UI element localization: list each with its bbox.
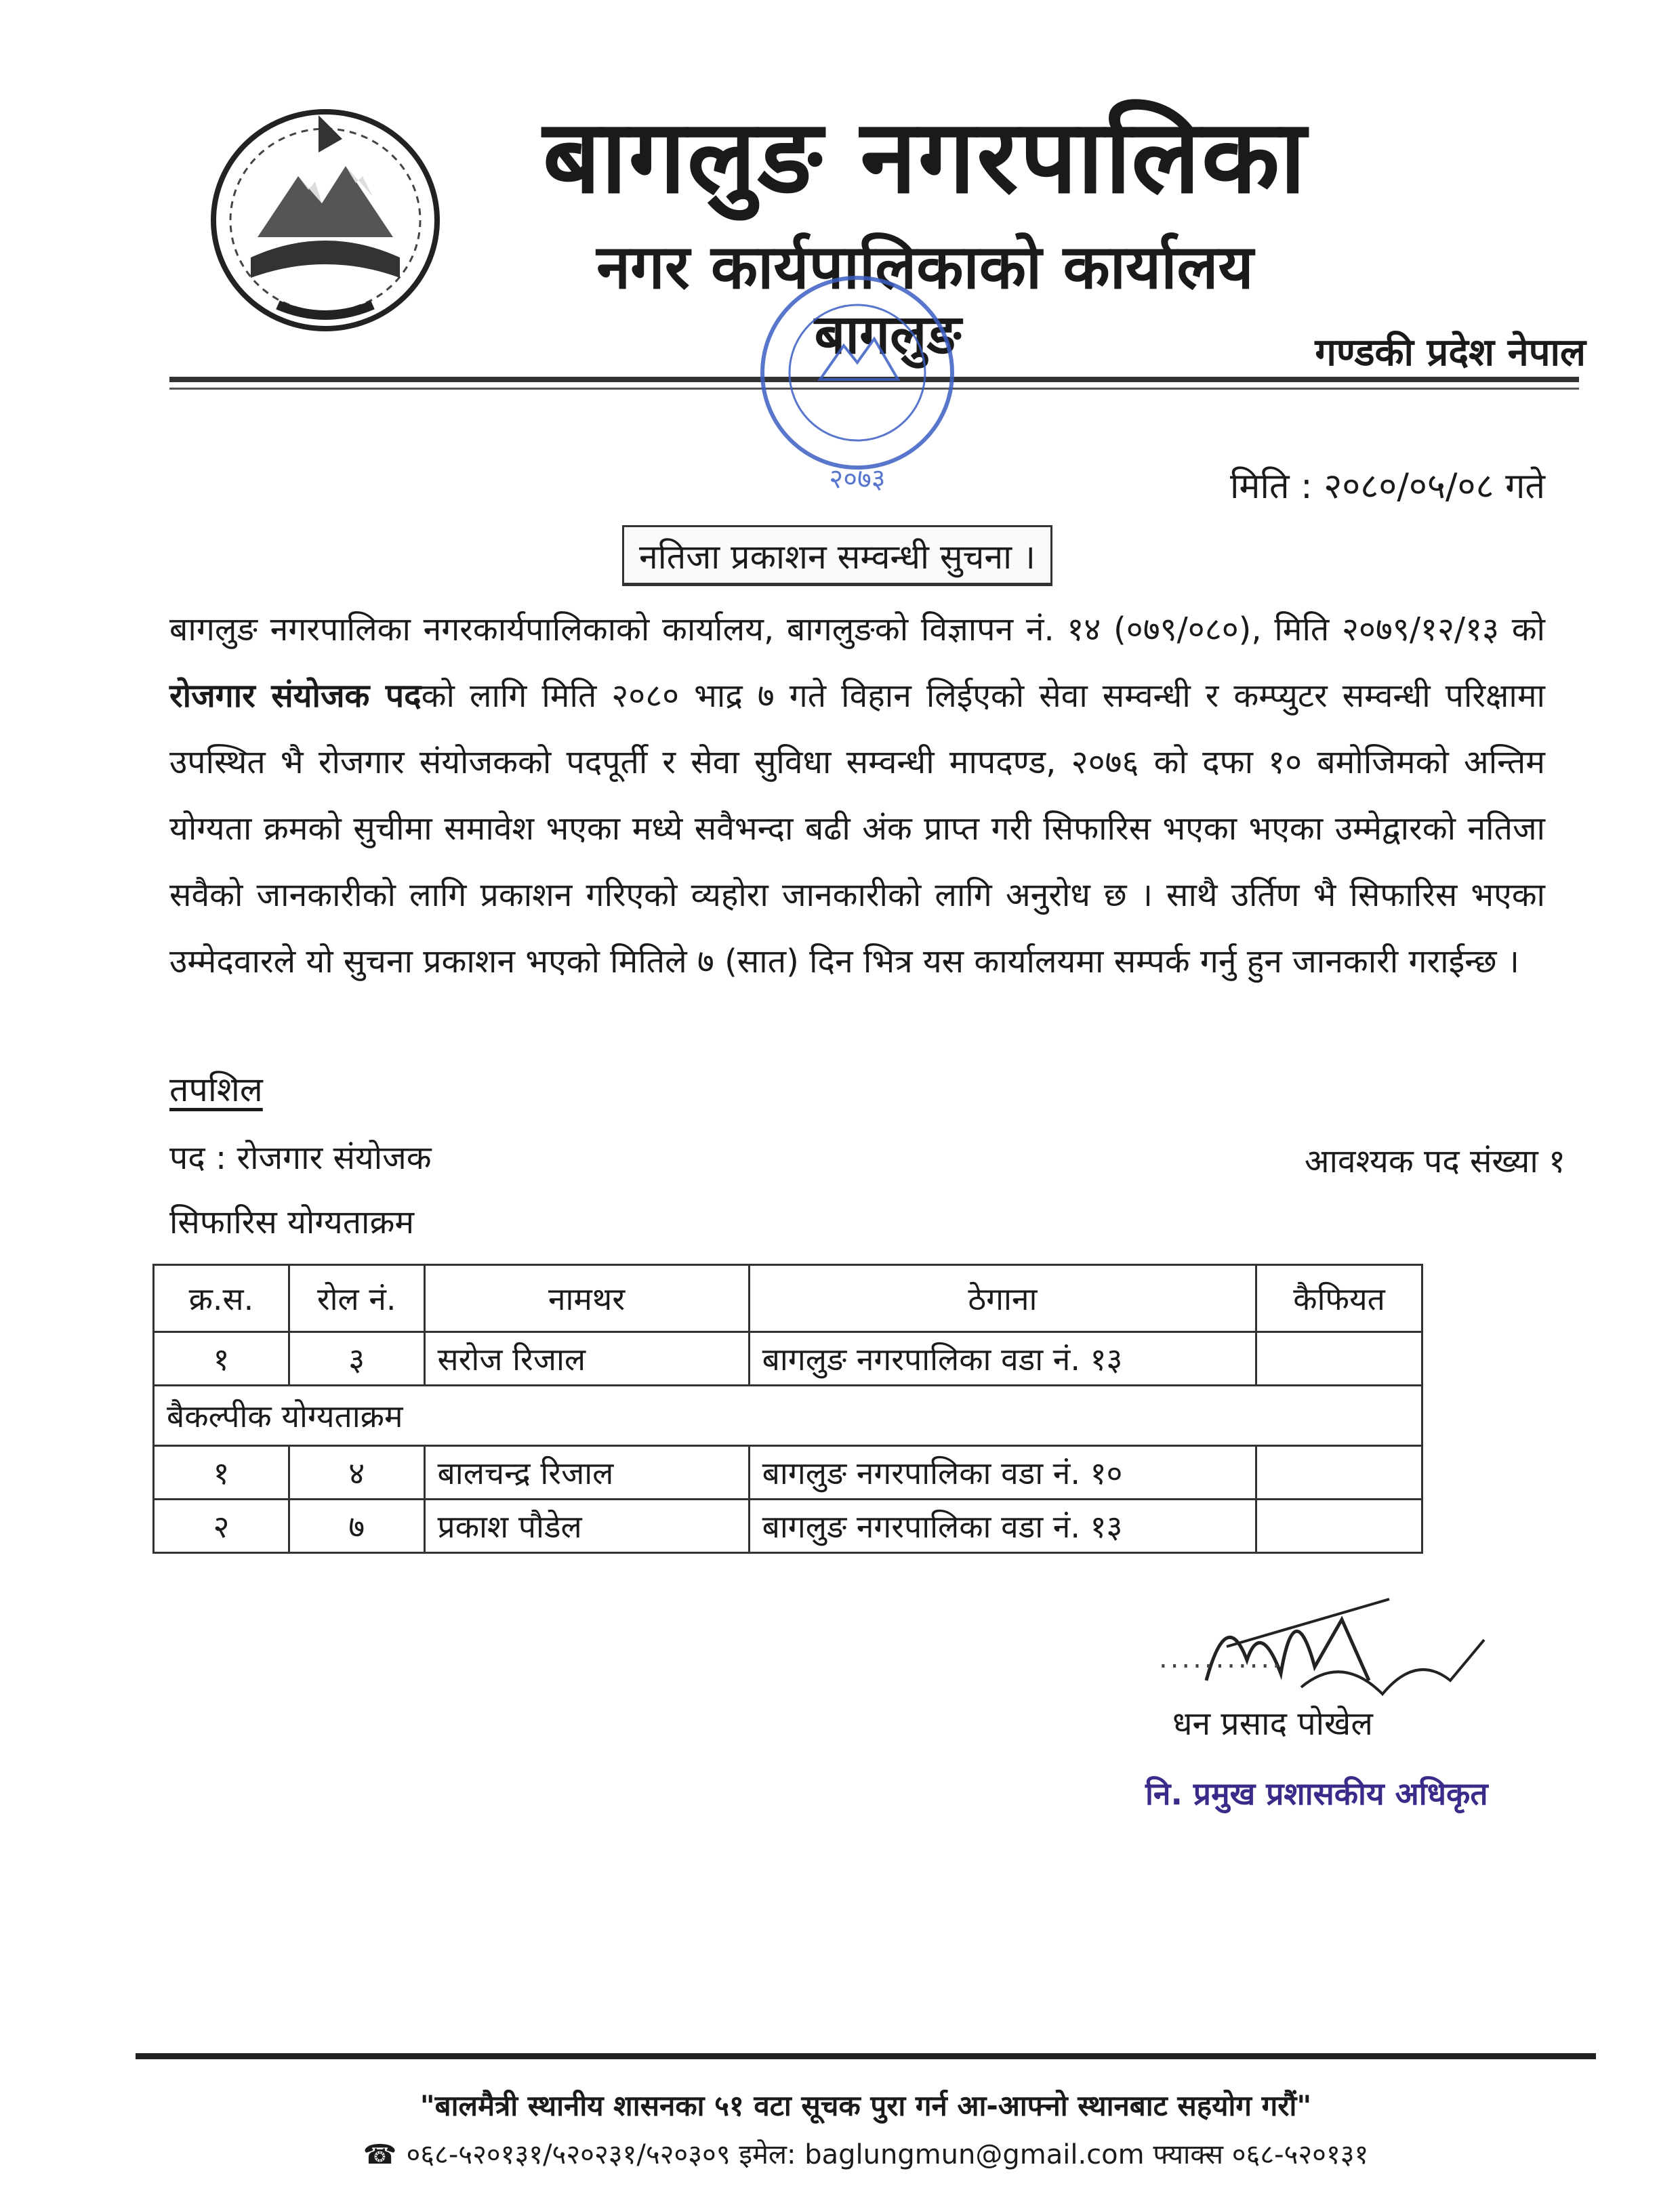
cell-remarks — [1256, 1332, 1422, 1386]
notice-body — [169, 596, 1545, 995]
cell-address: बागलुङ नगरपालिका वडा नं. १३ — [749, 1332, 1256, 1386]
cell-serial: १ — [154, 1446, 289, 1500]
cell-serial: १ — [154, 1332, 289, 1386]
header-name: नामथर — [424, 1265, 749, 1332]
footer-divider — [136, 2053, 1596, 2059]
table-row — [154, 1332, 1422, 1386]
header-roll: रोल नं. — [289, 1265, 424, 1332]
header-serial: क्र.स. — [154, 1265, 289, 1332]
table-header-row — [154, 1265, 1422, 1332]
header-address: ठेगाना — [749, 1265, 1256, 1332]
cell-roll: ४ — [289, 1446, 424, 1500]
contact-details: ०६८-५२०१३१/५२०२३१/५२०३०९ इमेल: baglungmun@gmail.com फ्याक्स ०६८-५२०१३१ — [406, 2139, 1369, 2170]
footer-motto: "बालमैत्री स्थानीय शासनका ५१ वटा सूचक पुरा गर्न आ-आफ्नो स्थानबाट सहयोग गरौं" — [419, 2089, 1312, 2122]
nepal-emblem-icon — [203, 102, 447, 339]
cell-serial: २ — [154, 1500, 289, 1553]
signature-dots: ........... — [1159, 1643, 1284, 1674]
cell-address: बागलुङ नगरपालिका वडा नं. १३ — [749, 1500, 1256, 1553]
body-post-name: रोजगार संयोजक पद — [169, 677, 422, 715]
cell-remarks — [1256, 1500, 1422, 1553]
results-table — [152, 1264, 1423, 1554]
signer-title: नि. प्रमुख प्रशासकीय अधिकृत — [1145, 1775, 1488, 1812]
notice-subject: नतिजा प्रकाशन सम्वन्धी सुचना । — [622, 525, 1052, 586]
cell-name: प्रकाश पौडेल — [424, 1500, 749, 1553]
cell-remarks — [1256, 1446, 1422, 1500]
header-remarks: कैफियत — [1256, 1265, 1422, 1332]
recommended-list-title: सिफारिस योग्यताक्रम — [169, 1203, 415, 1241]
body-part-1: बागलुङ नगरपालिका नगरकार्यपालिकाको कार्यालय, बागलुङको विज्ञापन नं. १४ (०७९/०८०), मिति २०७९/१२/१३ को — [169, 611, 1545, 648]
post-name: पद : रोजगार संयोजक — [169, 1139, 432, 1177]
alternate-list-title: बैकल्पीक योग्यताक्रम — [154, 1386, 1422, 1446]
cell-address: बागलुङ नगरपालिका वडा नं. १० — [749, 1446, 1256, 1500]
province: गण्डकी प्रदेश नेपाल — [1315, 331, 1586, 375]
table-row — [154, 1446, 1422, 1500]
phone-icon: ☎ — [363, 2139, 397, 2170]
office-place: बागलुङ — [814, 303, 962, 366]
footer-contact — [136, 2134, 1596, 2172]
details-heading: तपशिल — [169, 1070, 263, 1109]
required-post-count: आवश्यक पद संख्या १ — [1304, 1142, 1565, 1180]
org-name: बागलुङ नगरपालिका — [542, 98, 1308, 216]
cell-name: सरोज रिजाल — [424, 1332, 749, 1386]
table-row — [154, 1500, 1422, 1553]
cell-roll: ७ — [289, 1500, 424, 1553]
office-name: नगर कार्यपालिकाको कार्यालय — [596, 232, 1254, 303]
body-part-2: को लागि मिति २०८० भाद्र ७ गते विहान लिईएको सेवा सम्वन्धी र कम्प्युटर सम्वन्धी परिक्षामा उपस्थित भै रोजगार संयोजकको पदपूर्ती र सेवा सुविधा सम्वन्धी मापदण्ड, २०७६ को दफा १० बमोजिमको अन्तिम योग्यता क्रमको सुचीमा समावेश भएका मध्ये सवैभन्दा बढी अंक प्राप्त गरी सिफारिस भएका भएका उम्मेद्वारको नतिजा सवैको जानकारीको लागि प्रकाशन गरिएको व्यहोरा जानकारीको लागि अनुरोध छ । साथै उर्तिण भै सिफारिस भएका उम्मेदवारले यो सुचना प्रकाशन भएको मितिले ७ (सात) दिन भित्र यस कार्यालयमा सम्पर्क गर्नु हुन जानकारी गराईन्छ । — [169, 677, 1545, 981]
notice-date: मिति : २०८०/०५/०८ गते — [1229, 466, 1545, 507]
cell-roll: ३ — [289, 1332, 424, 1386]
signer-name: धन प्रसाद पोखेल — [1172, 1705, 1373, 1743]
cell-name: बालचन्द्र रिजाल — [424, 1446, 749, 1500]
alternate-title-row — [154, 1386, 1422, 1446]
stamp-year: २०७३ — [829, 463, 886, 495]
office-stamp — [732, 271, 983, 508]
